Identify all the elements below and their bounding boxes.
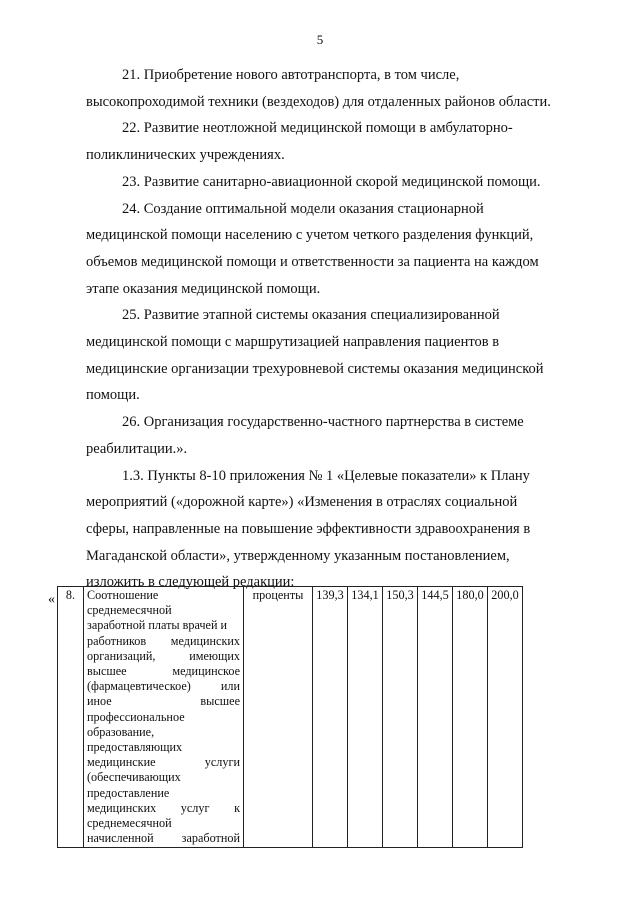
paragraph-25 [86, 302, 570, 409]
page-number: 5 [316, 32, 324, 47]
description-line: среднемесячной [87, 816, 172, 831]
paragraph-1-3 [86, 463, 570, 597]
row-description-cell [84, 587, 244, 848]
description-line: работников медицинских [87, 633, 240, 648]
text-line: 22. Развитие неотложной медицинской помощи в амбулаторно- [122, 120, 513, 137]
text-line: медицинские организации трехуровневой системы оказания медицинской [86, 360, 544, 377]
value-cell: 144,5 [418, 587, 453, 848]
text-line: 26. Организация государственно-частного партнерства в системе [122, 414, 524, 431]
value-cell: 150,3 [383, 587, 418, 848]
text-line: сферы, направленные на повышение эффективности здравоохранения в [86, 520, 531, 537]
paragraph-21 [86, 62, 570, 115]
description-line: заработной платы врачей и [87, 618, 228, 633]
text-line: поликлинических учреждениях. [86, 147, 285, 164]
value-cell: 200,0 [488, 587, 523, 848]
unit-cell: проценты [244, 587, 313, 848]
description-line: (обеспечивающих [87, 770, 181, 785]
description-line: медицинских услуг к [87, 800, 240, 815]
description-line: Соотношение [87, 588, 159, 602]
value-cell: 139,3 [313, 587, 348, 848]
text-line: этапе оказания медицинской помощи. [86, 280, 321, 297]
text-line: 24. Создание оптимальной модели оказания стационарной [122, 200, 484, 217]
value-cell: 180,0 [453, 587, 488, 848]
text-line: 21. Приобретение нового автотранспорта, в том числе, [122, 67, 460, 83]
opening-quote-mark: « [48, 592, 55, 607]
text-line: медицинской помощи населению с учетом четкого разделения функций, [86, 227, 534, 244]
row-number-cell: 8. [58, 587, 84, 848]
description-line: иное высшее [87, 694, 240, 709]
text-line: Магаданской области», утвержденному указанным постановлением, [86, 547, 510, 564]
text-line: 1.3. Пункты 8-10 приложения № 1 «Целевые показатели» к Плану [122, 467, 530, 484]
paragraph-24 [86, 196, 570, 303]
description-line: (фармацевтическое) или [87, 679, 240, 694]
description-line: предоставление [87, 785, 170, 800]
text-line: помощи. [86, 387, 140, 404]
paragraph-22 [86, 115, 570, 168]
table-row [58, 587, 523, 848]
description-line: медицинские услуги [87, 755, 240, 770]
text-line: 25. Развитие этапной системы оказания специализированной [122, 307, 500, 324]
description-line: начисленной заработной [87, 831, 240, 846]
text-line: 23. Развитие санитарно-авиационной скорой медицинской помощи. [122, 173, 541, 190]
text-line: изложить в следующей редакции: [86, 574, 295, 591]
description-line: образование, [87, 724, 155, 739]
description-line: организаций, имеющих [87, 648, 240, 663]
text-line: медицинской помощи с маршрутизацией направления пациентов в [86, 334, 500, 351]
paragraph-26 [86, 409, 570, 462]
description-line: профессиональное [87, 709, 185, 724]
text-line: высокопроходимой техники (вездеходов) для отдаленных районов области. [86, 93, 551, 110]
text-line: объемов медицинской помощи и ответственности за пациента на каждом [86, 253, 539, 270]
paragraph-23 [86, 169, 570, 196]
description-line: высшее медицинское [87, 664, 240, 679]
value-cell: 134,1 [348, 587, 383, 848]
text-line: реабилитации.». [86, 440, 188, 457]
indicators-table [57, 586, 523, 848]
text-line: мероприятий («дорожной карте») «Изменения в отраслях социальной [86, 494, 518, 511]
document-body [86, 62, 570, 596]
description-line: среднемесячной [87, 603, 172, 618]
description-line: предоставляющих [87, 740, 183, 755]
